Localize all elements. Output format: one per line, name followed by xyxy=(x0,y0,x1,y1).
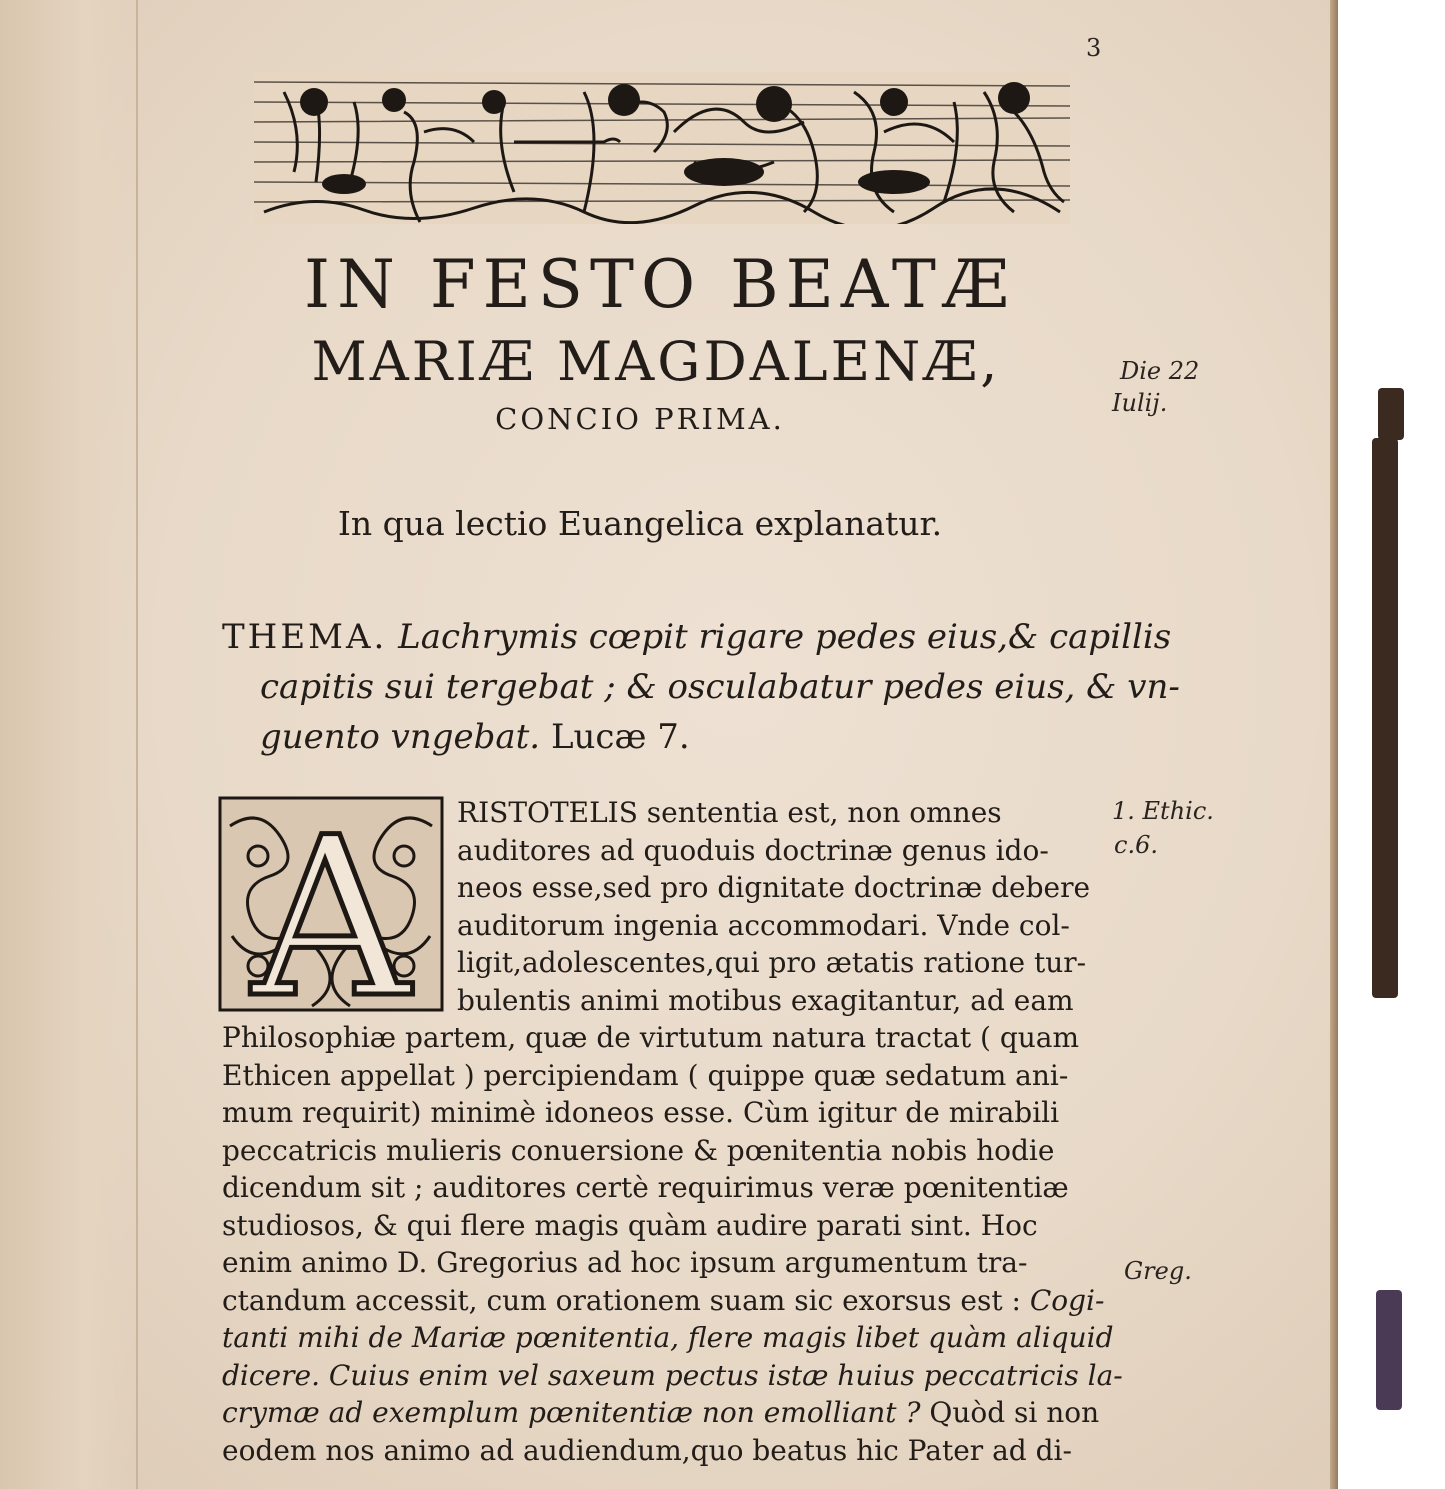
body-line-12: studiosos, & qui flere magis quàm audire parati sint. Hoc xyxy=(222,1208,1038,1242)
binding-clasp-bottom xyxy=(1376,1290,1402,1410)
thema-line-2: capitis sui tergebat ; & osculabatur pedes eius, & vn- xyxy=(260,667,1180,707)
margin-note-date-line-1: Die 22 xyxy=(1120,357,1200,385)
margin-note-ethic-line-1: 1. Ethic. xyxy=(1112,797,1214,825)
page-right-edge xyxy=(1330,0,1338,1489)
thema-text-3: guento vngebat. xyxy=(260,717,541,757)
margin-note-date-line-2: Iulij. xyxy=(1112,389,1168,417)
initial-letter-a: A xyxy=(251,796,411,1012)
body-line-14-italic: Cogi- xyxy=(1029,1283,1105,1317)
body-line-2: auditores ad quoduis doctrinæ genus ido- xyxy=(457,833,1049,867)
body-line-16: dicere. Cuius enim vel saxeum pectus istæ huius peccatricis la- xyxy=(222,1358,1123,1392)
body-text xyxy=(222,794,1122,1469)
body-line-17-italic: crymæ ad exemplum pœnitentiæ non emolliant ? xyxy=(222,1396,921,1429)
body-line-9: mum requirit) minimè idoneos esse. Cùm igitur de mirabili xyxy=(222,1096,1060,1129)
body-line-5: ligit,adolescentes,qui pro ætatis ratione tur- xyxy=(457,946,1087,979)
body-line-17 xyxy=(222,1394,1122,1432)
title-line-2: MARIÆ MAGDALENÆ, xyxy=(311,330,1001,393)
binding-strap xyxy=(1372,438,1398,998)
body-line-6: bulentis animi motibus exagitantur, ad eam xyxy=(457,983,1074,1017)
thema-reference: Lucæ 7. xyxy=(550,717,690,757)
title-line-3: CONCIO PRIMA. xyxy=(495,402,785,436)
subtitle: In qua lectio Euangelica explanatur. xyxy=(337,504,943,543)
body-line-11: dicendum sit ; auditores certè requirimus veræ pœnitentiæ xyxy=(222,1171,1069,1204)
thema-text-1: Lachrymis cœpit rigare pedes eius,& capillis xyxy=(398,617,1172,657)
body-line-14 xyxy=(222,1282,1122,1320)
body-line-3: neos esse,sed pro dignitate doctrinæ debere xyxy=(457,871,1091,904)
binding-clasp-top xyxy=(1378,388,1404,440)
left-page-edge xyxy=(0,0,140,1489)
thema-line-3 xyxy=(222,712,1102,762)
body-line-7: Philosophiæ partem, quæ de virtutum natura tractat ( quam xyxy=(222,1021,1080,1054)
body-line-17-roman: Quòd si non xyxy=(929,1396,1100,1429)
body-line-4: auditorum ingenia accommodari. Vnde col- xyxy=(457,908,1070,942)
page-number: 3 xyxy=(1086,34,1102,62)
thema-label: THEMA. xyxy=(222,617,388,657)
gutter-line xyxy=(136,0,138,1489)
title-line-1: IN FESTO BEATÆ xyxy=(304,246,1016,323)
body-line-1: RISTOTELIS sententia est, non omnes xyxy=(457,796,1002,829)
margin-note-ethic-line-2: c.6. xyxy=(1114,831,1158,859)
body-line-10: peccatricis mulieris conuersione & pœnitentia nobis hodie xyxy=(222,1133,1055,1167)
thema-line-1 xyxy=(222,612,1172,662)
thema-block xyxy=(222,612,1180,762)
woodcut-headpiece xyxy=(254,72,1070,224)
margin-note-greg: Greg. xyxy=(1124,1257,1192,1285)
body-line-14-roman: ctandum accessit, cum orationem suam sic exorsus est : xyxy=(222,1283,1021,1317)
body-line-8: Ethicen appellat ) percipiendam ( quippe quæ sedatum ani- xyxy=(222,1058,1069,1092)
body-line-13: enim animo D. Gregorius ad hoc ipsum argumentum tra- xyxy=(222,1246,1028,1279)
body-line-18: eodem nos animo ad audiendum,quo beatus hic Pater ad di- xyxy=(222,1433,1072,1467)
body-line-15: tanti mihi de Mariæ pœnitentia, flere magis libet quàm aliquid xyxy=(222,1321,1114,1354)
